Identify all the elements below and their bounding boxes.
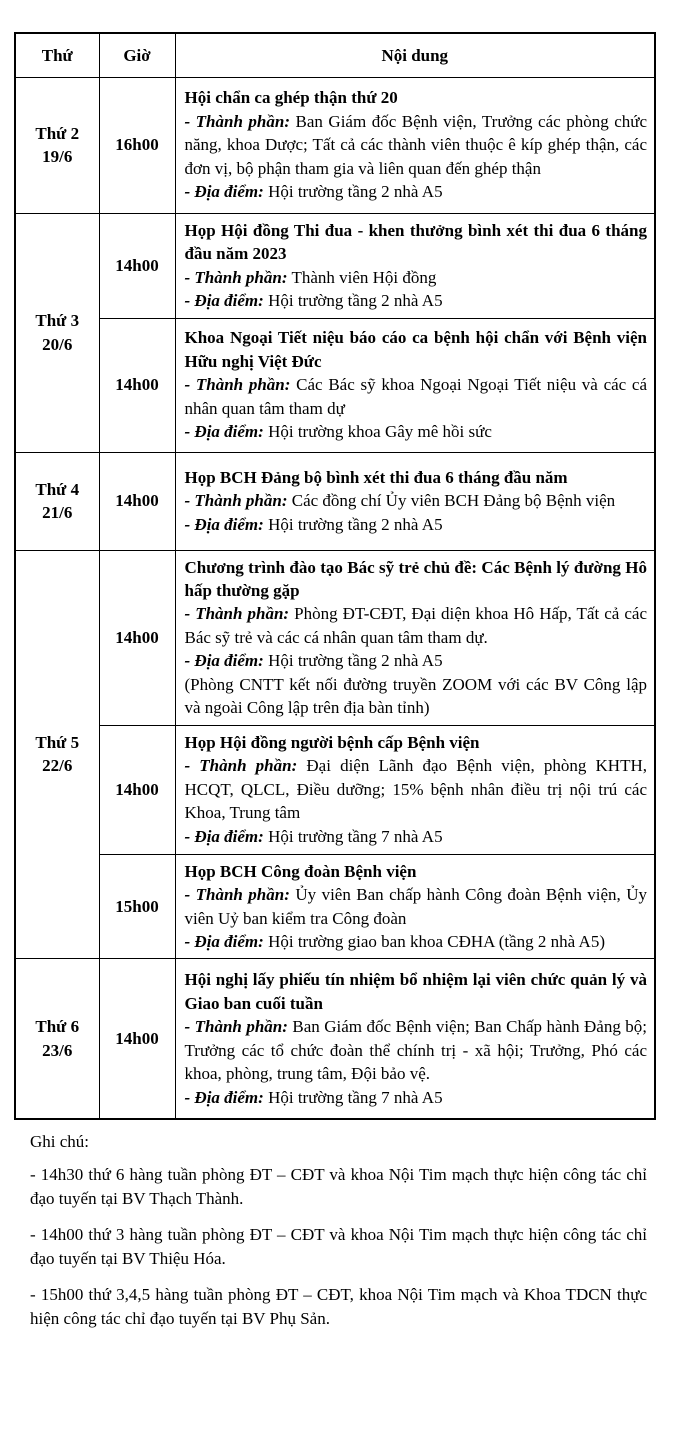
day-name: Thứ 4 bbox=[35, 479, 80, 499]
table-row bbox=[15, 452, 655, 550]
time-cell: 14h00 bbox=[99, 725, 175, 854]
note-item: - 14h30 thứ 6 hàng tuần phòng ĐT – CĐT và khoa Nội Tim mạch thực hiện công tác chỉ đạo tuyến tại BV Thạch Thành. bbox=[30, 1165, 647, 1208]
location-label: - Địa điểm: bbox=[184, 422, 264, 442]
participants-text: Ban Giám đốc Bệnh viện; Ban Chấp hành Đảng bộ; Trưởng các tổ chức đoàn thể chính trị - xã hội; Trưởng, Phó các khoa, phòng, trung tâm, Đội bảo vệ. bbox=[184, 1017, 648, 1084]
content-cell bbox=[175, 959, 655, 1119]
location-text: Hội trường tầng 7 nhà A5 bbox=[268, 826, 443, 846]
event-title: Chương trình đào tạo Bác sỹ trẻ chủ đề: Các Bệnh lý đường Hô hấp thường gặp bbox=[184, 557, 647, 600]
participants-text: Phòng ĐT-CĐT, Đại diện khoa Hô Hấp, Tất cả các Bác sỹ trẻ và các cá nhân quan tâm tham dự. bbox=[184, 604, 647, 647]
event-location bbox=[185, 825, 648, 848]
content-cell bbox=[175, 318, 655, 452]
participants-label: - Thành phần: bbox=[184, 885, 290, 905]
content-cell bbox=[175, 854, 655, 959]
event-title: Họp BCH Đảng bộ bình xét thi đua 6 tháng đầu năm bbox=[184, 467, 568, 487]
location-label: - Địa điểm: bbox=[184, 182, 264, 202]
location-label: - Địa điểm: bbox=[184, 826, 264, 846]
day-cell-thu2 bbox=[15, 77, 99, 213]
event-location bbox=[185, 930, 648, 953]
participants-label: - Thành phần: bbox=[184, 756, 298, 776]
day-cell-thu4 bbox=[15, 452, 99, 550]
event-location bbox=[185, 649, 648, 672]
time-cell: 15h00 bbox=[99, 854, 175, 959]
content-cell bbox=[175, 77, 655, 213]
location-text: Hội trường tầng 2 nhà A5 bbox=[268, 651, 443, 671]
event-title: Khoa Ngoại Tiết niệu báo cáo ca bệnh hội chẩn với Bệnh viện Hữu nghị Việt Đức bbox=[184, 328, 647, 371]
table-row bbox=[15, 550, 655, 725]
participants-label: - Thành phần: bbox=[184, 491, 288, 511]
location-label: - Địa điểm: bbox=[184, 290, 264, 310]
day-name: Thứ 3 bbox=[35, 311, 80, 331]
location-label: - Địa điểm: bbox=[184, 1087, 264, 1107]
event-title: Hội chẩn ca ghép thận thứ 20 bbox=[184, 88, 398, 108]
location-text: Hội trường tầng 2 nhà A5 bbox=[268, 514, 443, 534]
event-location bbox=[185, 180, 648, 203]
location-text: Hội trường tầng 7 nhà A5 bbox=[268, 1087, 443, 1107]
location-label: - Địa điểm: bbox=[184, 932, 264, 952]
event-participants bbox=[185, 1015, 648, 1085]
event-participants bbox=[185, 754, 648, 824]
event-participants bbox=[185, 110, 648, 180]
content-cell bbox=[175, 725, 655, 854]
table-row bbox=[15, 318, 655, 452]
content-cell bbox=[175, 452, 655, 550]
event-location bbox=[185, 289, 648, 312]
table-row bbox=[15, 959, 655, 1119]
note-item: - 15h00 thứ 3,4,5 hàng tuần phòng ĐT – CĐT, khoa Nội Tim mạch và Khoa TDCN thực hiện công tác chỉ đạo tuyến tại BV Phụ Sản. bbox=[30, 1285, 647, 1328]
day-cell-thu5 bbox=[15, 550, 99, 959]
time-cell: 14h00 bbox=[99, 318, 175, 452]
participants-label: - Thành phần: bbox=[184, 1017, 288, 1037]
participants-text: Thành viên Hội đồng bbox=[291, 267, 437, 287]
participants-text: Các đồng chí Ủy viên BCH Đảng bộ Bệnh viện bbox=[291, 491, 616, 511]
time-cell: 14h00 bbox=[99, 959, 175, 1119]
note-item: - 14h00 thứ 3 hàng tuần phòng ĐT – CĐT và khoa Nội Tim mạch thực hiện công tác chỉ đạo tuyến tại BV Thiệu Hóa. bbox=[30, 1225, 647, 1268]
table-row bbox=[15, 213, 655, 318]
notes-section bbox=[30, 1130, 647, 1343]
notes-title: Ghi chú: bbox=[30, 1132, 90, 1151]
participants-label: - Thành phần: bbox=[184, 111, 291, 131]
table-row bbox=[15, 854, 655, 959]
location-text: Hội trường giao ban khoa CĐHA (tầng 2 nhà A5) bbox=[268, 932, 605, 952]
time-cell: 14h00 bbox=[99, 213, 175, 318]
header-content: Nội dung bbox=[175, 33, 655, 77]
day-date: 20/6 bbox=[42, 334, 73, 354]
participants-text: Đại diện Lãnh đạo Bệnh viện, phòng KHTH, HCQT, QLCL, Điều dưỡng; 15% bệnh nhân điều trị nội trú các Khoa, Trung tâm bbox=[184, 756, 647, 823]
weekly-schedule-table bbox=[14, 32, 656, 1120]
table-row bbox=[15, 725, 655, 854]
event-title: Họp Hội đồng Thi đua - khen thưởng bình xét thi đua 6 tháng đầu năm 2023 bbox=[184, 220, 647, 264]
participants-text: Các Bác sỹ khoa Ngoại Ngoại Tiết niệu và các cá nhân quan tâm tham dự bbox=[184, 375, 648, 418]
location-label: - Địa điểm: bbox=[184, 651, 264, 671]
time-cell: 14h00 bbox=[99, 452, 175, 550]
day-name: Thứ 6 bbox=[35, 1017, 80, 1037]
day-name: Thứ 5 bbox=[35, 733, 80, 753]
location-label: - Địa điểm: bbox=[184, 514, 264, 534]
event-title: Họp BCH Công đoàn Bệnh viện bbox=[184, 861, 417, 881]
day-name: Thứ 2 bbox=[35, 123, 80, 143]
participants-label: - Thành phần: bbox=[184, 604, 290, 624]
event-location bbox=[185, 1086, 648, 1109]
participants-label: - Thành phần: bbox=[184, 267, 288, 287]
event-participants bbox=[185, 602, 648, 649]
header-time: Giờ bbox=[99, 33, 175, 77]
time-cell: 16h00 bbox=[99, 77, 175, 213]
day-cell-thu3 bbox=[15, 213, 99, 452]
content-cell bbox=[175, 213, 655, 318]
day-date: 23/6 bbox=[42, 1040, 73, 1060]
participants-label: - Thành phần: bbox=[184, 375, 291, 395]
participants-text: Ban Giám đốc Bệnh viện, Trưởng các phòng chức năng, khoa Dược; Tất cả các thành viên thuộc ê kíp ghép thận, các đơn vị, bộ phận tham gia và liên quan đến ghép thận bbox=[184, 111, 648, 178]
day-date: 21/6 bbox=[42, 503, 73, 522]
day-date: 22/6 bbox=[42, 756, 73, 776]
event-title: Họp Hội đồng người bệnh cấp Bệnh viện bbox=[184, 733, 480, 753]
event-participants bbox=[185, 489, 648, 512]
event-title: Hội nghị lấy phiếu tín nhiệm bổ nhiệm lại viên chức quản lý và Giao ban cuối tuần bbox=[184, 970, 647, 1013]
day-cell-thu6 bbox=[15, 959, 99, 1119]
content-cell bbox=[175, 550, 655, 725]
table-row bbox=[15, 77, 655, 213]
event-participants bbox=[185, 373, 648, 420]
event-location bbox=[185, 513, 648, 536]
event-participants bbox=[185, 883, 648, 930]
table-header-row bbox=[15, 33, 655, 77]
participants-text: Ủy viên Ban chấp hành Công đoàn Bệnh viện, Ủy viên Uỷ ban kiểm tra Công đoàn bbox=[184, 885, 648, 928]
location-text: Hội trường khoa Gây mê hồi sức bbox=[268, 422, 492, 442]
event-location bbox=[185, 420, 648, 443]
location-text: Hội trường tầng 2 nhà A5 bbox=[268, 182, 443, 202]
time-cell: 14h00 bbox=[99, 550, 175, 725]
header-day: Thứ bbox=[15, 33, 99, 77]
day-date: 19/6 bbox=[42, 147, 73, 166]
location-text: Hội trường tầng 2 nhà A5 bbox=[268, 290, 443, 310]
event-note: (Phòng CNTT kết nối đường truyền ZOOM với các BV Công lập và ngoài Công lập trên địa bàn tỉnh) bbox=[184, 674, 647, 718]
event-participants bbox=[185, 266, 648, 289]
